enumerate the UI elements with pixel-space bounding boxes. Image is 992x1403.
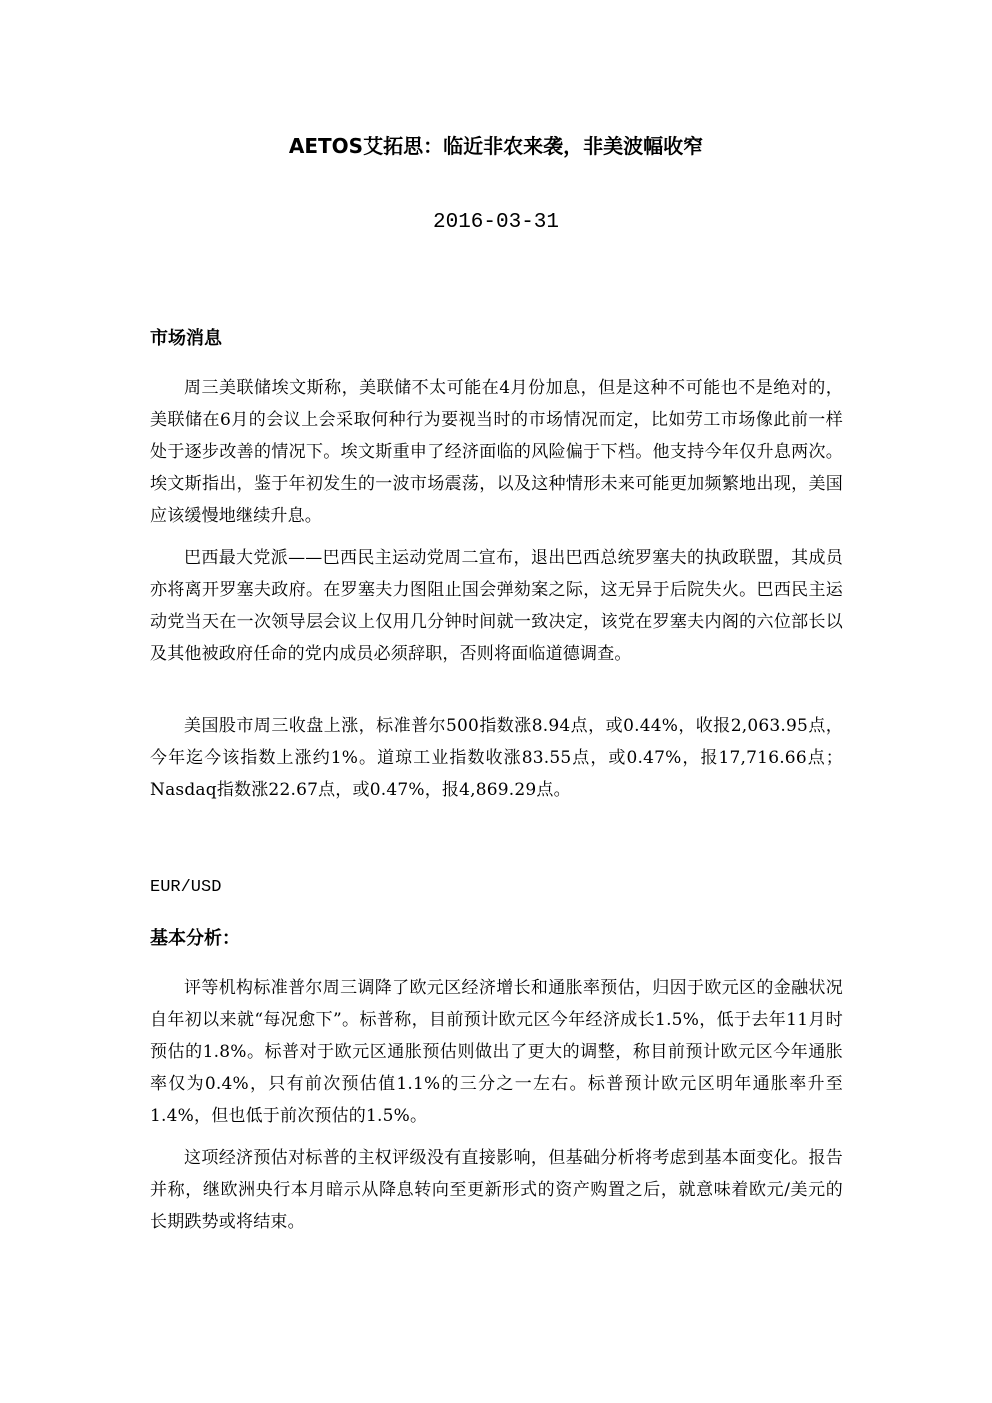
paragraph-sp-eurozone-forecast: 评等机构标准普尔周三调降了欧元区经济增长和通胀率预估，归因于欧元区的金融状况自年初以来就“每况愈下”。标普称，目前预计欧元区今年经济成长1.5%，低于去年11月时预估的1.8%。标普对于欧元区通胀预估则做出了更大的调整，称目前预计欧元区今年通胀率仅为0.4%，只有前次预估值1.1%的三分之一左右。标普预计欧元区明年通胀率升至1.4%，但也低于前次预估的1.5%。: [150, 978, 843, 1126]
paragraph-brazil-politics: 巴西最大党派——巴西民主运动党周二宣布，退出巴西总统罗塞夫的执政联盟，其成员亦将离开罗塞夫政府。在罗塞夫力图阻止国会弹劾案之际，这无异于后院失火。巴西民主运动党当天在一次领导层会议上仅用几分钟时间就一致决定，该党在罗塞夫内阁的六位部长以及其他被政府任命的党内成员必须辞职，否则将面临道德调查。: [150, 548, 843, 664]
section-heading-fundamental-analysis: 基本分析：: [150, 928, 240, 949]
document-date: 2016-03-31: [432, 211, 560, 234]
paragraph-us-stocks: 美国股市周三收盘上涨，标准普尔500指数涨8.94点，或0.44%，收报2,063.95点，今年迄今该指数上涨约1%。道琼工业指数收涨83.55点，或0.47%，报17,716.66点；Nasdaq指数涨22.67点，或0.47%，报4,869.29点。: [150, 716, 843, 800]
paragraph-evans-fed: 周三美联储埃文斯称，美联储不太可能在4月份加息，但是这种不可能也不是绝对的，美联储在6月的会议上会采取何种行为要视当时的市场情况而定，比如劳工市场像此前一样处于逐步改善的情况下。埃文斯重申了经济面临的风险偏于下档。他支持今年仅升息两次。埃文斯指出，鉴于年初发生的一波市场震荡，以及这种情形未来可能更加频繁地出现，美国应该缓慢地继续升息。: [150, 378, 843, 526]
paragraph-sovereign-rating: 这项经济预估对标普的主权评级没有直接影响，但基础分析将考虑到基本面变化。报告并称，继欧洲央行本月暗示从降息转向至更新形式的资产购置之后，就意味着欧元/美元的长期跌势或将结束。: [150, 1148, 843, 1232]
currency-pair-label: EUR/USD: [150, 878, 222, 897]
document-title: AETOS艾拓思：临近非农来袭，非美波幅收窄: [288, 134, 704, 158]
section-heading-market-news: 市场消息: [150, 328, 222, 349]
